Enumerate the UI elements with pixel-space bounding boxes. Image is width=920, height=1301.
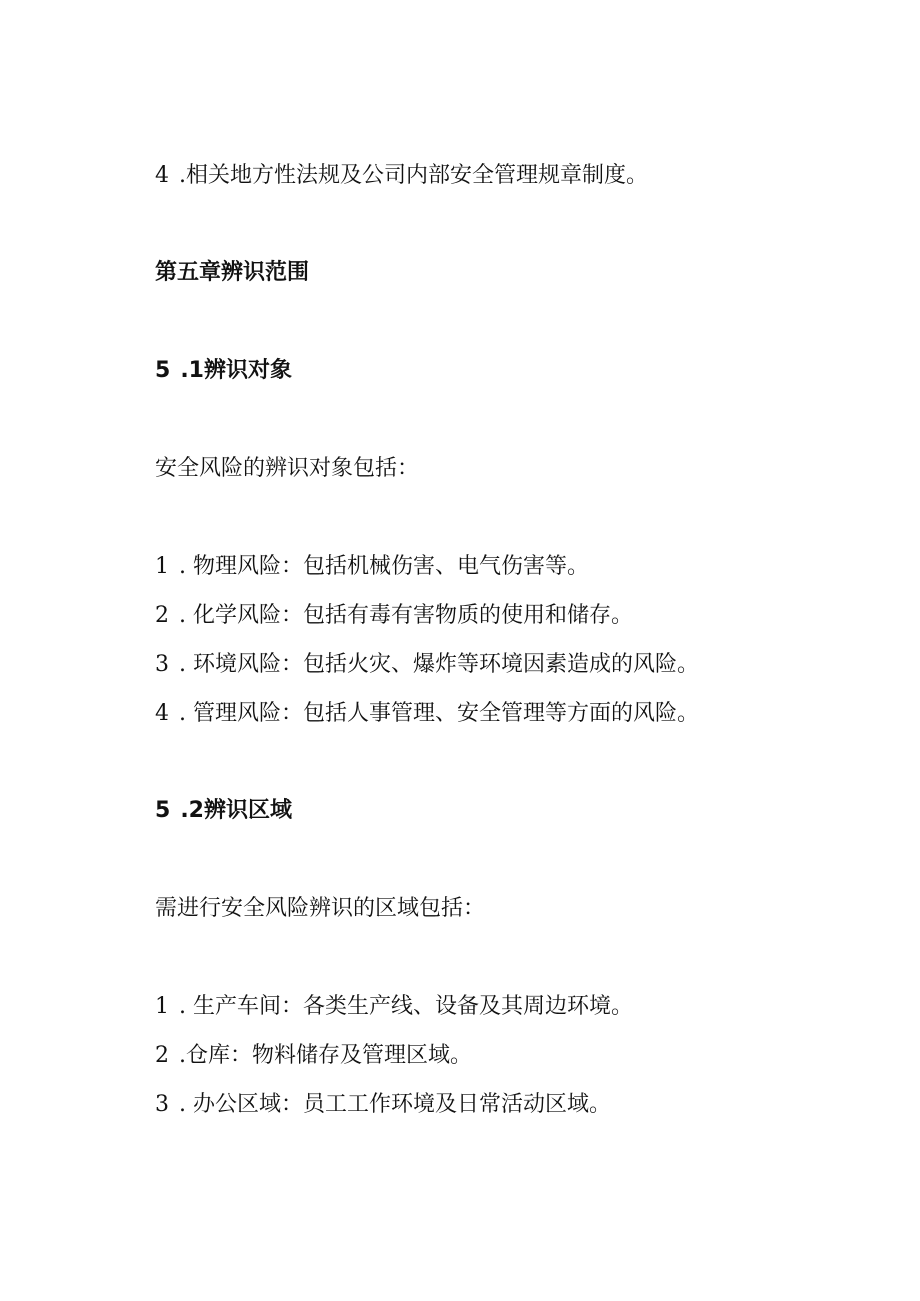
item-number: 3 — [155, 1092, 169, 1117]
section-title-text: .2辨识区域 — [180, 798, 292, 823]
section-intro: 需进行安全风险辨识的区域包括： — [155, 896, 486, 921]
item-text: .相关地方性法规及公司内部安全管理规章制度。 — [179, 163, 648, 188]
item-number: 2 — [155, 1043, 169, 1068]
list-item — [155, 161, 648, 191]
list-item — [155, 992, 633, 1022]
list-item — [155, 1041, 472, 1071]
section-number: 5 — [155, 798, 171, 823]
list-item — [155, 601, 633, 631]
list-item — [155, 699, 699, 729]
list-item — [155, 552, 589, 582]
section-title — [155, 796, 292, 826]
section-title — [155, 356, 292, 386]
item-text: . 环境风险：包括火灾、爆炸等环境因素造成的风险。 — [179, 652, 699, 677]
chapter-title: 第五章辨识范围 — [155, 260, 310, 285]
item-number: 1 — [155, 994, 169, 1019]
item-number: 4 — [155, 163, 169, 188]
item-text: . 化学风险：包括有毒有害物质的使用和储存。 — [179, 603, 633, 628]
item-text: . 物理风险：包括机械伤害、电气伤害等。 — [179, 554, 589, 579]
item-text: . 生产车间：各类生产线、设备及其周边环境。 — [179, 994, 633, 1019]
list-item — [155, 650, 699, 680]
item-text: . 管理风险：包括人事管理、安全管理等方面的风险。 — [179, 701, 699, 726]
section-intro: 安全风险的辨识对象包括： — [155, 456, 420, 481]
section-title-text: .1辨识对象 — [180, 358, 292, 383]
list-item — [155, 1090, 611, 1120]
item-number: 3 — [155, 652, 169, 677]
item-text: . 办公区域：员工工作环境及日常活动区域。 — [179, 1092, 611, 1117]
item-text: .仓库：物料储存及管理区域。 — [179, 1043, 472, 1068]
item-number: 4 — [155, 701, 169, 726]
section-number: 5 — [155, 358, 171, 383]
item-number: 2 — [155, 603, 169, 628]
item-number: 1 — [155, 554, 169, 579]
